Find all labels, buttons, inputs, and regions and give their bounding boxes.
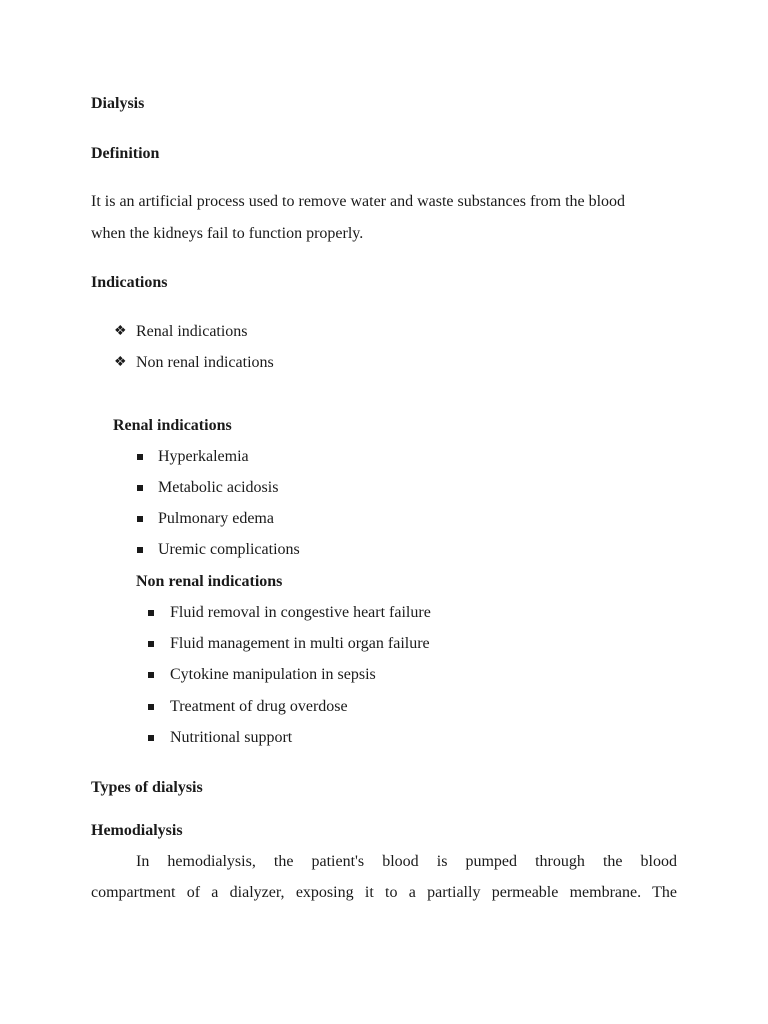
renal-item: Hyperkalemia bbox=[158, 448, 249, 465]
non-renal-indications-heading: Non renal indications bbox=[136, 573, 283, 590]
renal-item: Metabolic acidosis bbox=[158, 479, 279, 496]
document-title: Dialysis bbox=[91, 95, 145, 112]
definition-text-line-1: It is an artificial process used to remove water and waste substances from the blood bbox=[91, 193, 626, 210]
square-bullet-icon bbox=[137, 516, 143, 522]
definition-text-line-2: when the kidneys fail to function properly. bbox=[91, 225, 364, 242]
square-bullet-icon bbox=[137, 454, 143, 460]
diamond-bullet-icon: ❖ bbox=[114, 355, 127, 370]
indication-item: Non renal indications bbox=[136, 354, 274, 371]
square-bullet-icon bbox=[148, 672, 154, 678]
types-heading: Types of dialysis bbox=[91, 779, 203, 796]
indication-item: Renal indications bbox=[136, 323, 248, 340]
non-renal-item: Fluid management in multi organ failure bbox=[170, 635, 430, 652]
indications-heading: Indications bbox=[91, 274, 168, 291]
hemodialysis-heading: Hemodialysis bbox=[91, 822, 183, 839]
renal-item: Pulmonary edema bbox=[158, 510, 274, 527]
square-bullet-icon bbox=[148, 610, 154, 616]
non-renal-item: Treatment of drug overdose bbox=[170, 698, 348, 715]
hemodialysis-text-line-1: In hemodialysis, the patient's blood is pumped through the blood bbox=[136, 853, 677, 870]
square-bullet-icon bbox=[148, 641, 154, 647]
non-renal-item: Nutritional support bbox=[170, 729, 293, 746]
diamond-bullet-icon: ❖ bbox=[114, 324, 127, 339]
hemodialysis-text-line-2: compartment of a dialyzer, exposing it to a partially permeable membrane. The bbox=[91, 884, 677, 901]
renal-indications-heading: Renal indications bbox=[113, 417, 232, 434]
renal-item: Uremic complications bbox=[158, 541, 300, 558]
square-bullet-icon bbox=[148, 704, 154, 710]
square-bullet-icon bbox=[148, 735, 154, 741]
square-bullet-icon bbox=[137, 547, 143, 553]
non-renal-item: Cytokine manipulation in sepsis bbox=[170, 666, 376, 683]
square-bullet-icon bbox=[137, 485, 143, 491]
definition-heading: Definition bbox=[91, 145, 160, 162]
non-renal-item: Fluid removal in congestive heart failure bbox=[170, 604, 431, 621]
